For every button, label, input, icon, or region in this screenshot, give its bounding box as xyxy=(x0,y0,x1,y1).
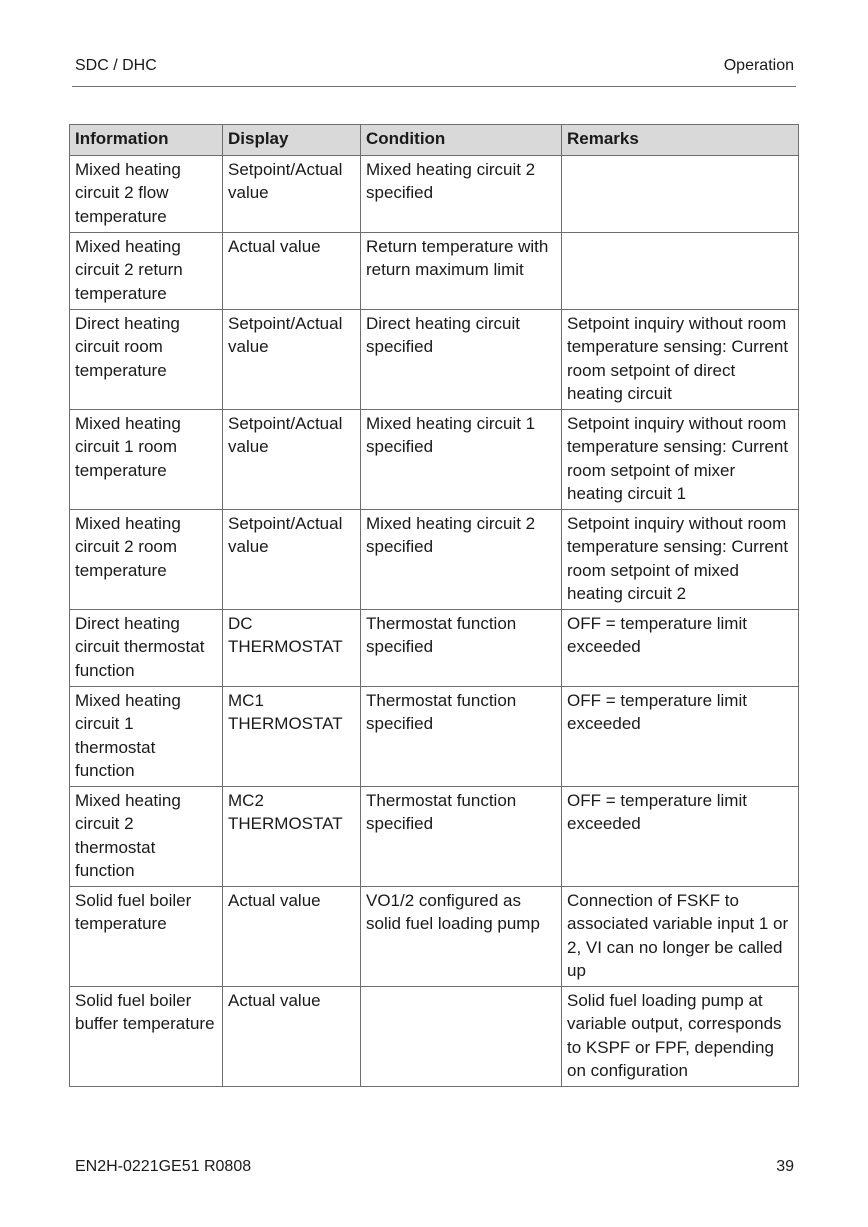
cell-condition: Direct heating circuit specified xyxy=(361,310,562,410)
cell-remarks: Setpoint inquiry without room temperature sensing: Current room setpoint of direct heating circuit xyxy=(562,310,799,410)
cell-display: Actual value xyxy=(223,233,361,310)
cell-information: Mixed heating circuit 1 room temperature xyxy=(70,410,223,510)
cell-remarks: Connection of FSKF to associated variable input 1 or 2, VI can no longer be called up xyxy=(562,887,799,987)
table-row xyxy=(70,156,799,233)
cell-condition: Mixed heating circuit 2 specified xyxy=(361,510,562,610)
column-header-remarks: Remarks xyxy=(562,125,799,156)
table-row xyxy=(70,610,799,687)
table-row xyxy=(70,410,799,510)
cell-condition: Return temperature with return maximum limit xyxy=(361,233,562,310)
page-header xyxy=(72,57,796,87)
cell-information: Solid fuel boiler temperature xyxy=(70,887,223,987)
table-row xyxy=(70,987,799,1087)
header-section-title: Operation xyxy=(723,57,794,74)
cell-information: Direct heating circuit thermostat function xyxy=(70,610,223,687)
cell-remarks: Solid fuel loading pump at variable output, corresponds to KSPF or FPF, depending on configuration xyxy=(562,987,799,1087)
cell-display: Actual value xyxy=(223,887,361,987)
cell-display: MC2 THERMOSTAT xyxy=(223,787,361,887)
table-row xyxy=(70,510,799,610)
cell-display: MC1 THERMOSTAT xyxy=(223,687,361,787)
cell-condition: Mixed heating circuit 2 specified xyxy=(361,156,562,233)
cell-condition: Mixed heating circuit 1 specified xyxy=(361,410,562,510)
cell-display: Setpoint/Actual value xyxy=(223,310,361,410)
footer-page-number: 39 xyxy=(776,1158,794,1175)
cell-information: Mixed heating circuit 1 thermostat function xyxy=(70,687,223,787)
column-header-display: Display xyxy=(223,125,361,156)
cell-information: Mixed heating circuit 2 thermostat function xyxy=(70,787,223,887)
cell-remarks: Setpoint inquiry without room temperature sensing: Current room setpoint of mixed heating circuit 2 xyxy=(562,510,799,610)
cell-display: Setpoint/Actual value xyxy=(223,510,361,610)
cell-information: Mixed heating circuit 2 flow temperature xyxy=(70,156,223,233)
cell-condition: Thermostat function specified xyxy=(361,687,562,787)
cell-information: Direct heating circuit room temperature xyxy=(70,310,223,410)
footer-document-code: EN2H-0221GE51 R0808 xyxy=(75,1158,252,1175)
cell-condition: Thermostat function specified xyxy=(361,787,562,887)
column-header-information: Information xyxy=(70,125,223,156)
cell-remarks: Setpoint inquiry without room temperature sensing: Current room setpoint of mixer heating circuit 1 xyxy=(562,410,799,510)
table-row xyxy=(70,310,799,410)
information-table xyxy=(69,124,799,1087)
cell-remarks: OFF = temperature limit exceeded xyxy=(562,687,799,787)
cell-condition xyxy=(361,987,562,1087)
cell-information: Mixed heating circuit 2 room temperature xyxy=(70,510,223,610)
cell-condition: Thermostat function specified xyxy=(361,610,562,687)
table-row xyxy=(70,787,799,887)
cell-remarks xyxy=(562,156,799,233)
table-row xyxy=(70,887,799,987)
cell-display: Setpoint/Actual value xyxy=(223,156,361,233)
table-row xyxy=(70,687,799,787)
cell-information: Mixed heating circuit 2 return temperature xyxy=(70,233,223,310)
table-header-row xyxy=(70,125,799,156)
cell-display: Setpoint/Actual value xyxy=(223,410,361,510)
cell-information: Solid fuel boiler buffer temperature xyxy=(70,987,223,1087)
column-header-condition: Condition xyxy=(361,125,562,156)
cell-remarks xyxy=(562,233,799,310)
cell-remarks: OFF = temperature limit exceeded xyxy=(562,610,799,687)
cell-display: Actual value xyxy=(223,987,361,1087)
cell-display: DC THERMOSTAT xyxy=(223,610,361,687)
table-row xyxy=(70,233,799,310)
cell-remarks: OFF = temperature limit exceeded xyxy=(562,787,799,887)
cell-condition: VO1/2 configured as solid fuel loading pump xyxy=(361,887,562,987)
header-document-title: SDC / DHC xyxy=(75,57,157,74)
